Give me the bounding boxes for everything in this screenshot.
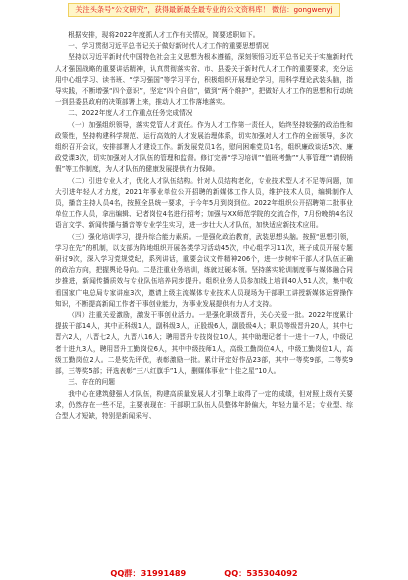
- paragraph: 一、学习贯彻习近平总书记关于做好新时代人才工作的重要思想情况: [68, 42, 269, 51]
- paragraph: （四）注重关爱激励，激发干事创业活力。一是强化职级晋升，关心关爱一批。2022年度累计提拔干部14人，其中正科级1人，副科级3人，正股级6人，副股级4人；职员等级晋升20人，其中七晋六2人，八晋七2人，九晋八16人；聘用晋升专技岗位10人，其中助理记者十一进十一7人，中级记者十进九3人，聘用晋升工勤岗位6人，其中中级技师1人，高级工勤岗位4人，中级工勤岗位1人，高级工勤岗位2人。二是奖先评优，表彰激励一批。累计评定好作品23部，其中一等奖9部，二等奖9部，三等奖5部；评选表彰“三八红旗手”1人，删媒体事业“十佳之星”10人。: [55, 311, 353, 376]
- top-banner: [0, 0, 408, 20]
- paragraph: 二、2022年度人才工作重点任务完成情况: [68, 109, 193, 118]
- footer-qq: QQ：535304092: [224, 567, 298, 578]
- document-body: [55, 30, 353, 422]
- paragraph: （一）加强组织领导，落实党管人才责任。作为人才工作第一责任人，始终坚持较强的政治性和政策性，坚持构建科学规范、运行高效的人才发展治理体系，切实加强对人才工作的全面领导，多次组织召开会议，安排部署人才建设工作。新发展党员1名，慰问困难党员1名，组织廉政谈话5次、廉政党课3次，切实加强对人才队伍的管理和监督。修订完善“学习培训”“值班考勤”“人事管理”“请假销假”等工作制度，为人才队伍的健康发展提供有力保障。: [55, 120, 353, 174]
- paragraph: 三、存在的问题: [68, 378, 116, 387]
- footer: [0, 566, 408, 580]
- banner-text: 关注头条号“公文研究”，获得最新最全最专业的公文资料库！ 微信：gongwenyj: [68, 3, 339, 17]
- paragraph: （二）引进专业人才，优化人才队伍结构。针对人员结构老化，专业技术型人才不足等问题，加大引进年轻人才力度，2021年事业单位公开招聘的新媒体工作人员，维护技术人员，编辑制作人员，播音主持人员4名，按照全县统一要求，于今年5月到岗到位。2022年组织公开招聘第二批事业单位工作人员，拿出编辑、记者岗位4名进行招考；加强与XX师范学院的交流合作，7月份晚纳4名汉语言文学、新闻传播与播音等专业学生实习，进一步壮大人才队伍，加快适应新技术应用。: [55, 176, 353, 230]
- paragraph: 我中心在建筑健强人才队伍，构建高质量发展人才引擎上取得了一定的成绩，但对照上级有关要求，仍然存在一些不足，主要表现在：干部职工队伍人员整体年龄偏大，年轻力量不足；专业型、综合型人才短缺，特别是新闻采写、: [55, 389, 353, 420]
- paragraph: 根据安排，现将2022年度抓人才工作有关情况，简要述职如下。: [68, 31, 260, 39]
- footer-qq-group: QQ群：31991489: [110, 567, 187, 578]
- paragraph: （三）强化培训学习，提升综合能力素质。一是强化政治教育，武装思想头脑。按照“思想引领，学习在先”的机制，以支部为阵地组织开展各类学习活动45次，中心组学习11次，班子成员开展专题研讨9次，深入学习党规党纪，系列讲话，重要会议文件精神206个，进一步树牢干部人才队伍正确的政治方向，把握舆论导向。二是注重业务培训，练就过硬本领。坚持落实轮训制度事与媒体融合同步推进，新闻传播质效与专业队伍培养同步提升。组织业务人员参加线上培训40人51人次，集中收看国家广电总局专家讲座3次，邀请上级主流媒体专业技术人员现场为干部职工讲授新媒体运营操作知识，不断提高新闻工作者干事创业能力，为事业发展提供有力人才支持。: [55, 232, 353, 308]
- paragraph: 坚持以习近平新时代中国特色社会主义思想为根本遵循，深刻领悟习近平总书记关于实施新时代人才强国战略的重要讲话精神，认真贯彻落实省、市、县委关于新时代人才工作的重要要求，充分运用中心组学习、读书班、“学习强国”等学习平台，积极组织开展理论学习，用科学理论武装头脑，指导实践，不断增强“四个意识”，坚定“四个自信”，做到“两个维护”，把做好人才工作的思想和行动统一到县委县政府的决策部署上来，推动人才工作落地落实。: [55, 53, 353, 107]
